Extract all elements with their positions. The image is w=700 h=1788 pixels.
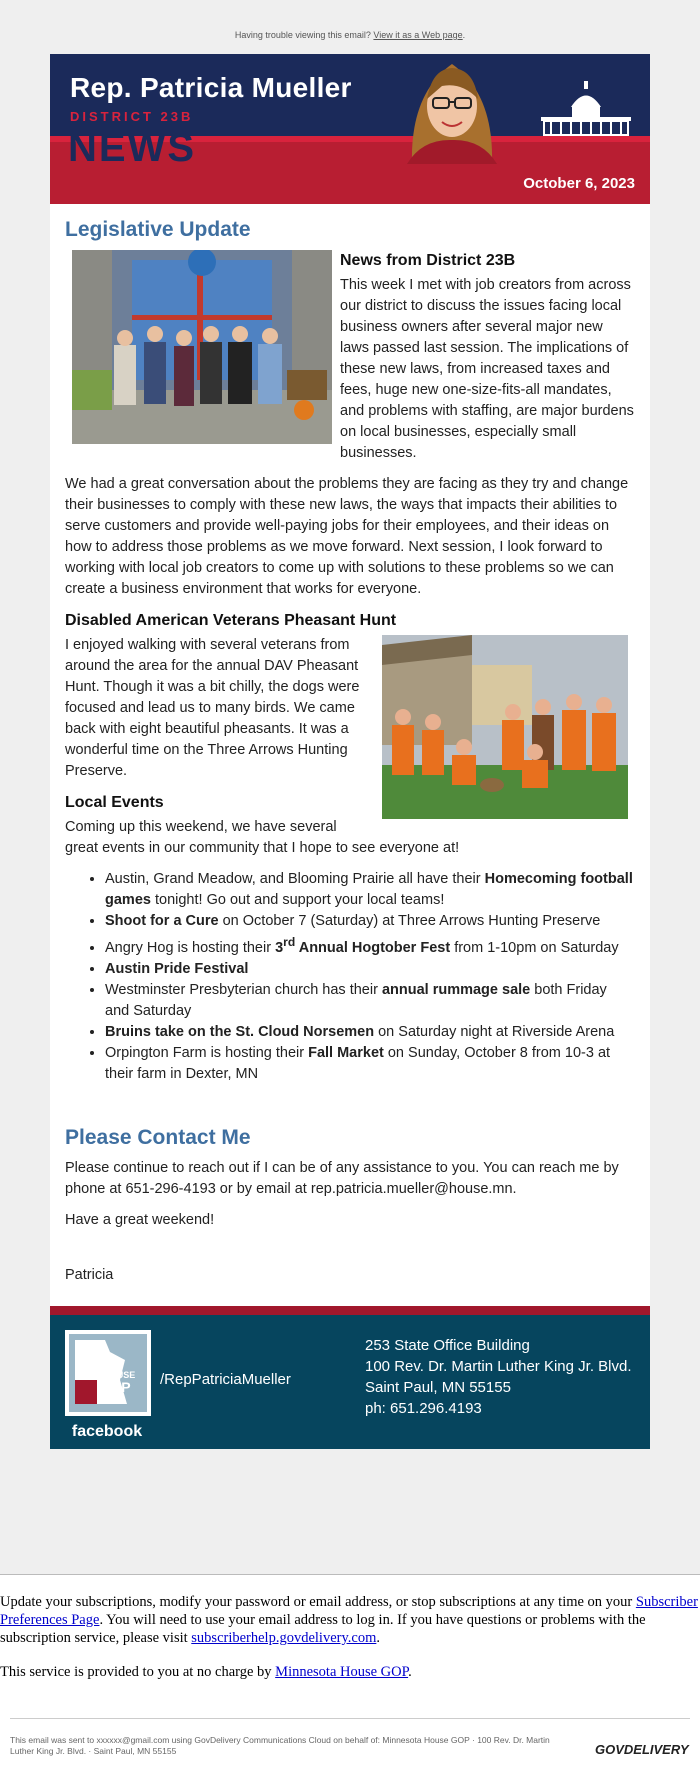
- events-list: [65, 869, 634, 1085]
- service-text-part: .: [408, 1664, 412, 1680]
- pheasant-hunt-subheading: Disabled American Veterans Pheasant Hunt: [65, 612, 397, 629]
- event-text: Austin, Grand Meadow, and Blooming Prairie all have their: [105, 871, 485, 887]
- paragraph: I enjoyed walking with several veterans from around the area for the annual DAV Pheasant Hunt. Though it was a bit chilly, the dogs were focused and lead us to many birds. We came back with eight beautiful pheasants. It was a wonderful time on the Three Arrows Hunting Preserve.: [65, 637, 360, 779]
- address-line: 100 Rev. Dr. Martin Luther King Jr. Blvd.: [365, 1357, 632, 1375]
- trouble-viewing-note: Having trouble viewing this email? View it as a Web page.: [234, 30, 466, 40]
- newsletter-date: October 6, 2023: [523, 175, 635, 192]
- event-highlight: 3: [275, 939, 284, 956]
- job-creators-photo: [72, 250, 332, 444]
- subscription-text: [0, 1593, 700, 1647]
- event-text: Orpington Farm is hosting their: [105, 1044, 309, 1061]
- list-item: [105, 959, 634, 980]
- legislative-update-heading: Legislative Update: [65, 218, 251, 241]
- newsletter-body: [50, 204, 650, 1306]
- signature: Patricia: [65, 1266, 114, 1283]
- pheasant-hunt-photo: [382, 635, 628, 819]
- paragraph: We had a great conversation about the problems they are facing as they try and change their businesses to comply with these new laws, the ways that impacts their abilities to serve customers and provide well-paying jobs for their employees, and their ideas on how to address those problems as we move forward. Next session, I look forward to working with local job creators to come up with solutions to these problems so we can create a business environment that works for everyone.: [65, 476, 629, 597]
- list-item: [105, 1043, 634, 1085]
- district-news-subheading: News from District 23B: [340, 252, 516, 269]
- event-text: both Friday and Saturday: [105, 981, 607, 1019]
- paragraph: Have a great weekend!: [65, 1211, 215, 1228]
- event-text: on October 7 (Saturday) at Three Arrows Hunting Preserve: [218, 913, 601, 929]
- event-highlight: Homecoming football games: [105, 871, 633, 908]
- event-highlight: annual rummage sale: [381, 981, 531, 998]
- service-text: [0, 1663, 700, 1681]
- footer-red-bar: [50, 1306, 650, 1315]
- view-web-page-link[interactable]: View it as a Web page: [373, 30, 463, 40]
- newsletter-footer: [50, 1315, 650, 1449]
- list-item: [105, 1022, 634, 1043]
- mn-house-gop-facebook-logo[interactable]: [65, 1330, 151, 1440]
- subscription-text-part: . You will need to use your email address to log in. If you have questions or problems with the subscription service, please visit: [0, 1612, 646, 1646]
- subscriber-help-link[interactable]: subscriberhelp.govdelivery.com: [191, 1630, 377, 1646]
- list-item: [105, 869, 634, 911]
- minnesota-house-gop-link[interactable]: Minnesota House GOP: [275, 1664, 409, 1680]
- facebook-label: facebook: [71, 1422, 143, 1440]
- local-events-subheading: Local Events: [65, 794, 164, 811]
- event-text: Westminster Presbyterian church has their: [105, 981, 382, 998]
- event-highlight: Annual Hogtober Fest: [295, 939, 451, 956]
- event-highlight: Bruins take on the St. Cloud Norsemen: [105, 1023, 375, 1040]
- representative-portrait: [402, 54, 502, 164]
- event-superscript: rd: [283, 935, 296, 949]
- logo-text: MN HOUSE: [86, 1369, 136, 1380]
- list-item: [105, 980, 634, 1022]
- event-text: on Sunday, October 8 from 10-3 at their farm in Dexter, MN: [105, 1044, 611, 1082]
- subscription-text-part: Update your subscriptions, modify your password or email address, or stop subscriptions at any time on your: [0, 1594, 636, 1610]
- event-highlight: Austin Pride Festival: [105, 960, 249, 977]
- logo-text: GOP: [99, 1378, 131, 1395]
- newsletter: [50, 54, 650, 1449]
- contact-heading: Please Contact Me: [65, 1125, 251, 1149]
- address-line: Saint Paul, MN 55155: [365, 1378, 511, 1396]
- address-line: 253 State Office Building: [365, 1336, 530, 1354]
- event-text: tonight! Go out and support your local teams!: [150, 892, 445, 908]
- trouble-viewing-text: Having trouble viewing this email?: [234, 30, 371, 40]
- list-item: [105, 911, 634, 932]
- news-wordmark: NEWS: [68, 126, 196, 170]
- subscription-text-part: .: [376, 1630, 380, 1646]
- divider: [10, 1718, 690, 1719]
- capitol-icon: [536, 79, 636, 139]
- newsletter-banner: [50, 54, 650, 204]
- office-address: [365, 1335, 632, 1419]
- paragraph: Please continue to reach out if I can be of any assistance to you. You can reach me by phone at 651-296-4193 or by email at rep.patricia.mueller@house.mn.: [65, 1159, 619, 1197]
- event-highlight: Fall Market: [308, 1044, 384, 1061]
- event-text: from 1-10pm on Saturday: [450, 939, 619, 956]
- list-item: [105, 932, 634, 959]
- event-text: Angry Hog is hosting their: [105, 939, 276, 956]
- sent-to-notice: This email was sent to xxxxxx@gmail.com using GovDelivery Communications Cloud on behalf of: Minnesota House GOP · 100 Rev. Dr. Martin Luther King Jr. Blvd. · Saint Paul, MN 55155: [10, 1735, 550, 1756]
- event-highlight: Shoot for a Cure: [105, 913, 219, 929]
- paragraph: This week I met with job creators from across our district to discuss the issues facing local business owners after several major new laws passed last session. The implications of these new laws, from increased taxes and fees, huge new one-size-fits-all mandates, and problems with staffing, are major burdens on local businesses, especially small businesses.: [340, 277, 634, 461]
- event-text: on Saturday night at Riverside Arena: [374, 1023, 615, 1040]
- govdelivery-logo[interactable]: GOVDELIVERY: [595, 1742, 689, 1757]
- facebook-handle-link[interactable]: /RepPatriciaMueller: [160, 1370, 291, 1388]
- paragraph: Coming up this weekend, we have several great events in our community that I hope to see everyone at!: [65, 819, 460, 856]
- representative-name: Rep. Patricia Mueller: [70, 72, 352, 103]
- phone-line: ph: 651.296.4193: [365, 1399, 482, 1417]
- service-text-part: This service is provided to you at no charge by: [0, 1664, 276, 1680]
- district-label: DISTRICT 23B: [70, 109, 194, 124]
- subscriber-preferences-link[interactable]: Subscriber Preferences Page: [0, 1594, 698, 1628]
